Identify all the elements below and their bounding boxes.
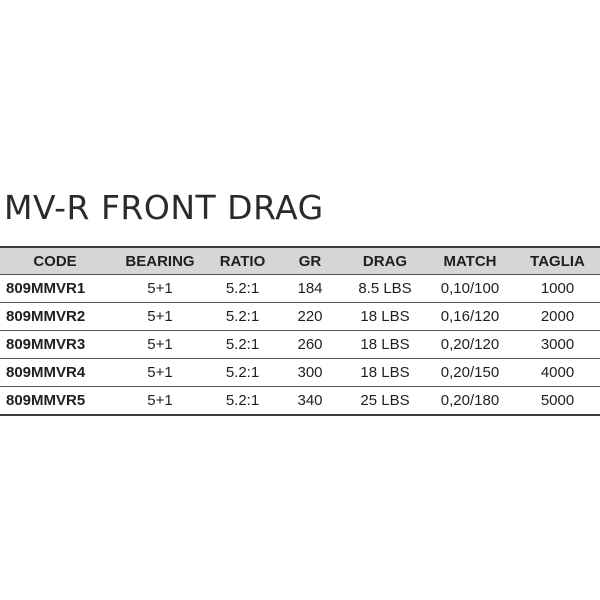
cell-taglia: 2000 (515, 303, 600, 331)
cell-match: 0,20/180 (425, 387, 515, 416)
cell-bearing: 5+1 (110, 331, 210, 359)
cell-drag: 18 LBS (345, 303, 425, 331)
header-taglia: TAGLIA (515, 247, 600, 275)
cell-gr: 340 (275, 387, 345, 416)
cell-gr: 220 (275, 303, 345, 331)
cell-ratio: 5.2:1 (210, 331, 275, 359)
header-bearing: BEARING (110, 247, 210, 275)
cell-match: 0,16/120 (425, 303, 515, 331)
table-row (0, 275, 600, 303)
cell-taglia: 3000 (515, 331, 600, 359)
cell-ratio: 5.2:1 (210, 303, 275, 331)
cell-ratio: 5.2:1 (210, 359, 275, 387)
cell-taglia: 5000 (515, 387, 600, 416)
cell-drag: 25 LBS (345, 387, 425, 416)
header-ratio: RATIO (210, 247, 275, 275)
cell-match: 0,20/120 (425, 331, 515, 359)
spec-table (0, 246, 600, 416)
cell-gr: 184 (275, 275, 345, 303)
cell-bearing: 5+1 (110, 387, 210, 416)
cell-match: 0,10/100 (425, 275, 515, 303)
page-title: MV-R FRONT DRAG (4, 188, 324, 227)
cell-drag: 8.5 LBS (345, 275, 425, 303)
cell-ratio: 5.2:1 (210, 387, 275, 416)
cell-code: 809MMVR1 (0, 275, 110, 303)
header-match: MATCH (425, 247, 515, 275)
table-row (0, 331, 600, 359)
table-row (0, 359, 600, 387)
cell-code: 809MMVR3 (0, 331, 110, 359)
header-code: CODE (0, 247, 110, 275)
table-row (0, 387, 600, 416)
cell-code: 809MMVR4 (0, 359, 110, 387)
cell-gr: 260 (275, 331, 345, 359)
cell-taglia: 4000 (515, 359, 600, 387)
table-header-row (0, 247, 600, 275)
cell-match: 0,20/150 (425, 359, 515, 387)
cell-ratio: 5.2:1 (210, 275, 275, 303)
cell-taglia: 1000 (515, 275, 600, 303)
header-drag: DRAG (345, 247, 425, 275)
table-row (0, 303, 600, 331)
cell-drag: 18 LBS (345, 359, 425, 387)
cell-drag: 18 LBS (345, 331, 425, 359)
cell-bearing: 5+1 (110, 275, 210, 303)
cell-gr: 300 (275, 359, 345, 387)
cell-code: 809MMVR5 (0, 387, 110, 416)
cell-code: 809MMVR2 (0, 303, 110, 331)
cell-bearing: 5+1 (110, 303, 210, 331)
cell-bearing: 5+1 (110, 359, 210, 387)
header-gr: GR (275, 247, 345, 275)
